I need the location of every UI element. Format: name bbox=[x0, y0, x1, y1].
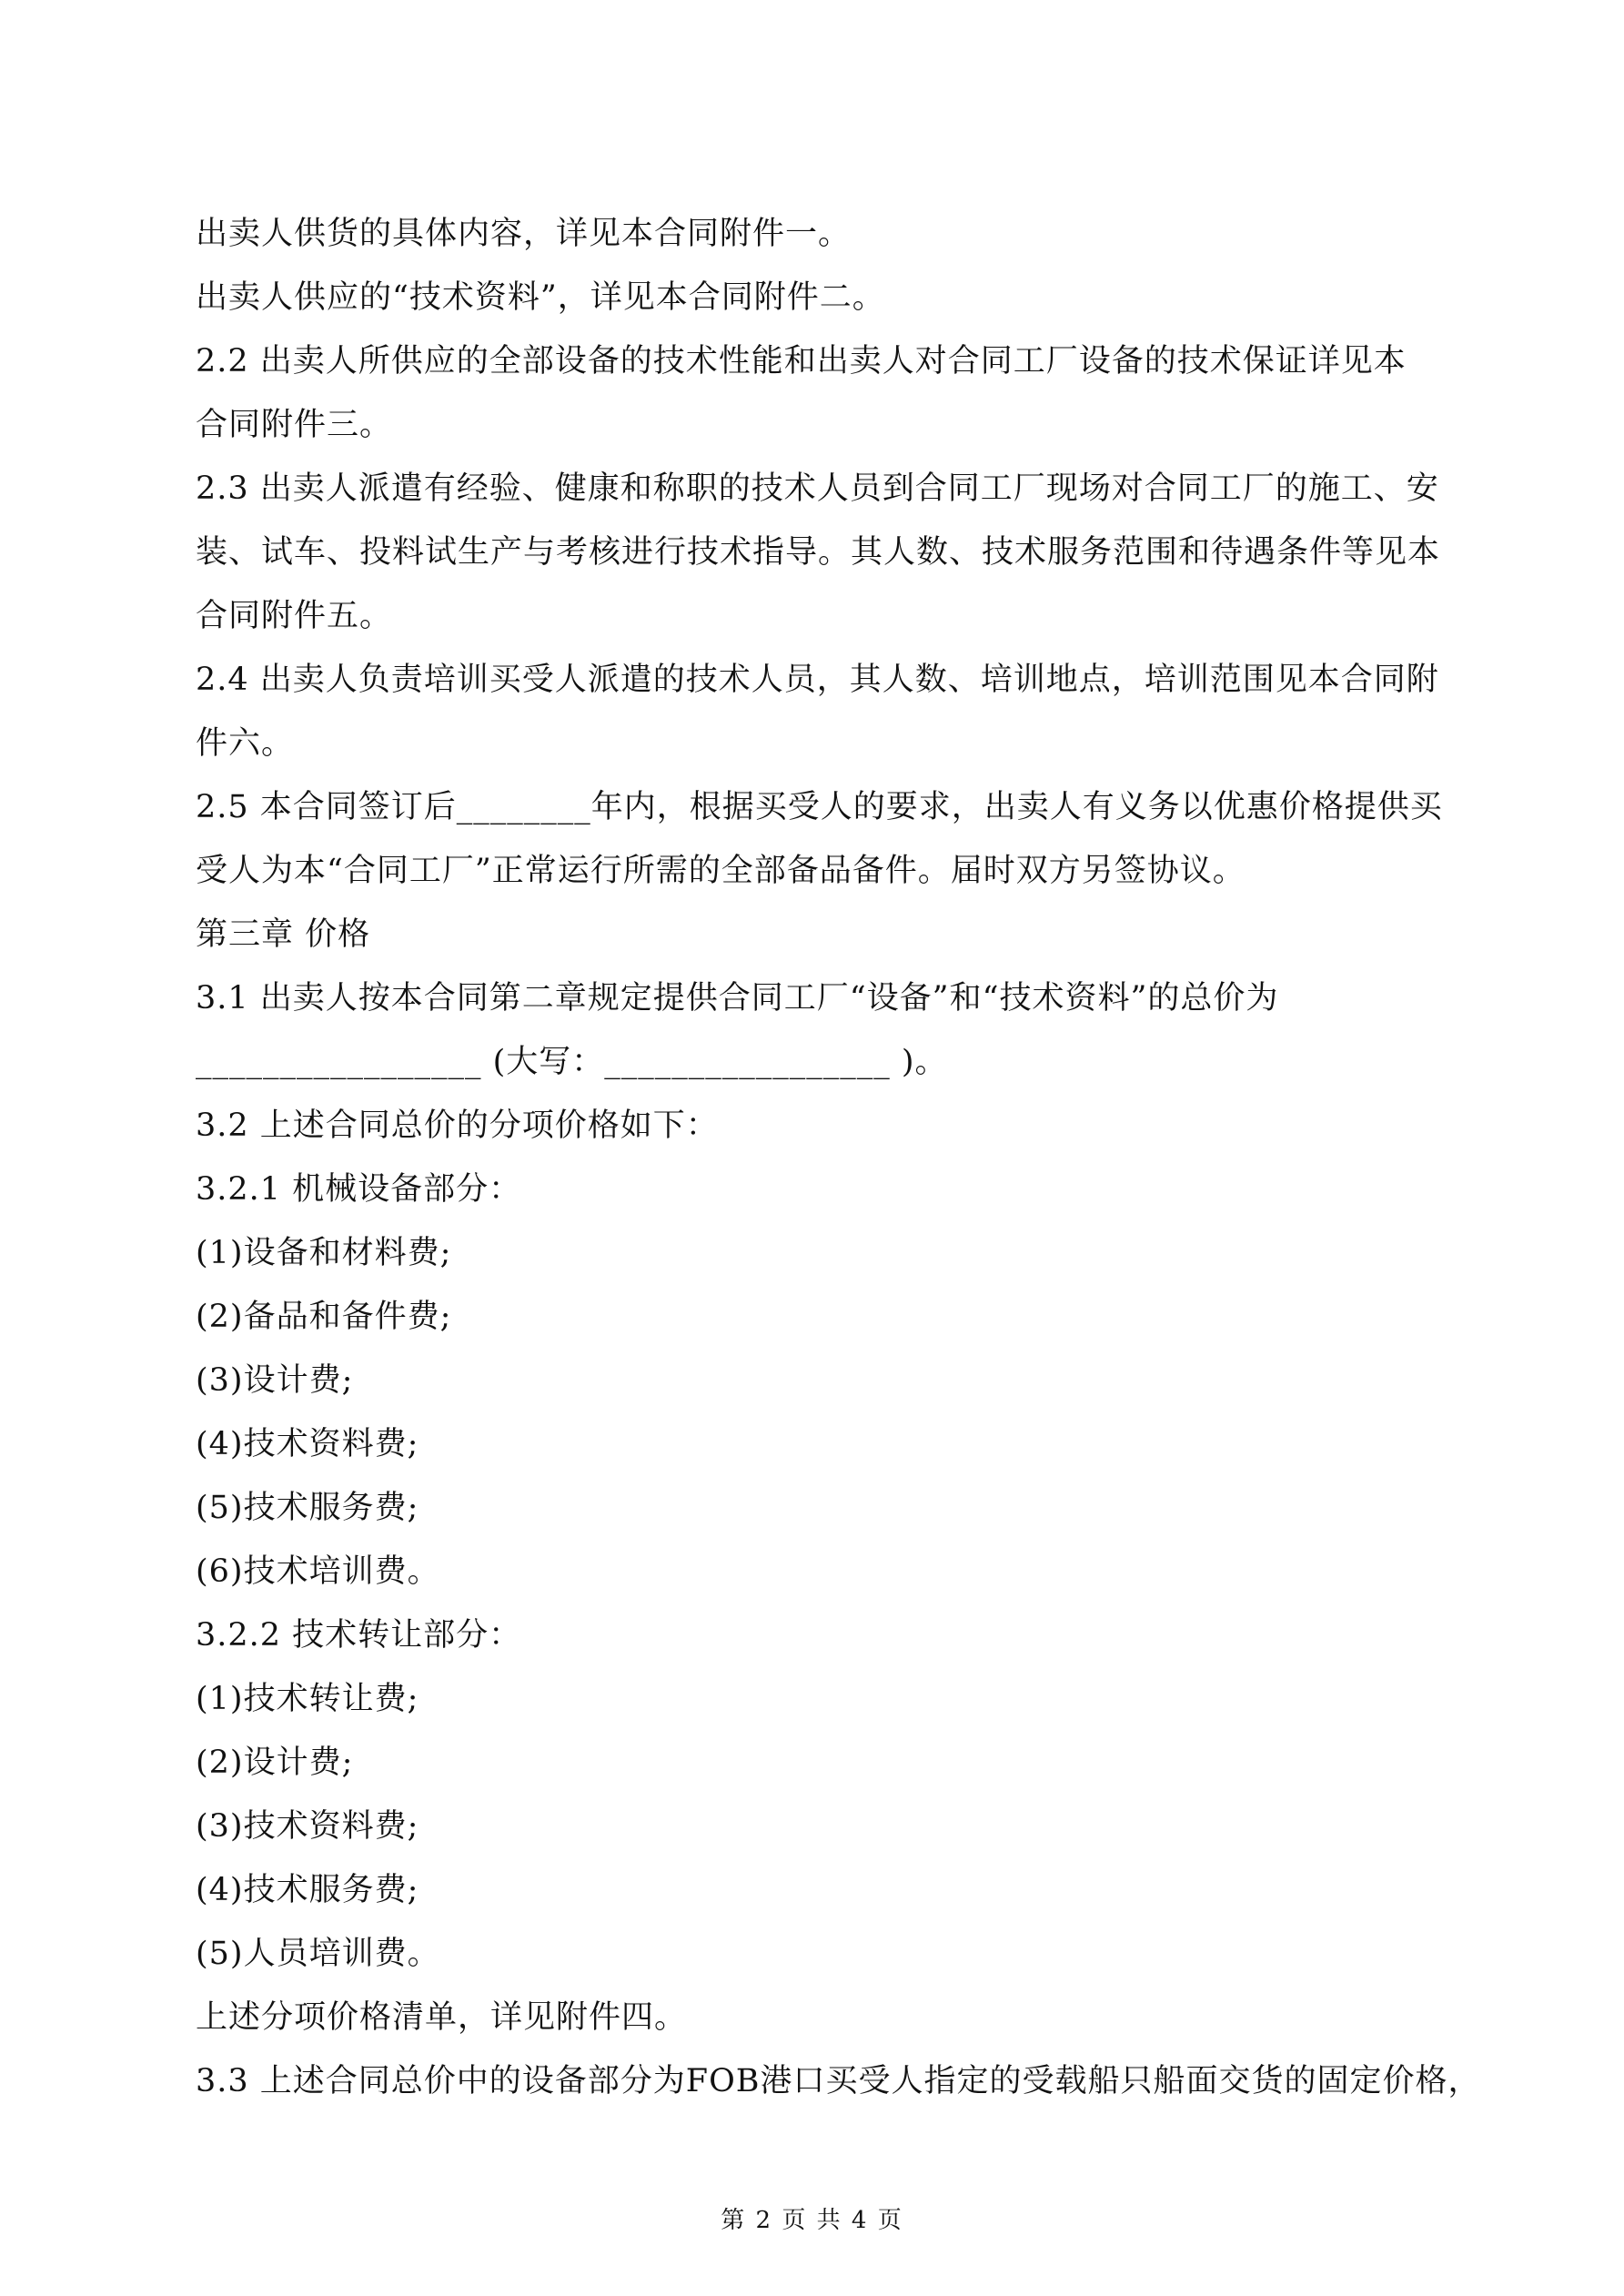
chapter-heading: 第三章 价格 bbox=[196, 916, 371, 953]
list-item: (4)技术服务费; bbox=[196, 1872, 419, 1908]
text-line: 3.2.2 技术转让部分： bbox=[196, 1617, 522, 1654]
text-line: 出卖人供应的“技术资料”，详见本合同附件二。 bbox=[196, 279, 885, 316]
text-line: _________________ (大写：_________________ )。 bbox=[196, 1044, 948, 1080]
list-item: (3)设计费; bbox=[196, 1362, 354, 1399]
text-line: 3.2 上述合同总价的分项价格如下： bbox=[196, 1108, 719, 1144]
list-item: (1)技术转让费; bbox=[196, 1681, 419, 1717]
list-item: (2)设计费; bbox=[196, 1745, 354, 1781]
text-line: 装、试车、投料试生产与考核进行技术指导。其人数、技术服务范围和待遇条件等见本 bbox=[196, 534, 1441, 571]
text-line: 出卖人供货的具体内容，详见本合同附件一。 bbox=[196, 216, 852, 252]
page-number-footer: 第 2 页 共 4 页 bbox=[721, 2207, 903, 2234]
text-line: 2.3 出卖人派遣有经验、健康和称职的技术人员到合同工厂现场对合同工厂的施工、安 bbox=[196, 470, 1439, 507]
document-body bbox=[196, 202, 1481, 2113]
text-line: 2.4 出卖人负责培训买受人派遣的技术人员，其人数、培训地点，培训范围见本合同附 bbox=[196, 662, 1439, 698]
list-item: (5)技术服务费; bbox=[196, 1490, 419, 1526]
text-line: 3.1 出卖人按本合同第二章规定提供合同工厂“设备”和“技术资料”的总价为 bbox=[196, 980, 1279, 1017]
list-item: (5)人员培训费。 bbox=[196, 1936, 440, 1972]
text-line: 合同附件三。 bbox=[196, 407, 393, 443]
text-line: 上述分项价格清单，详见附件四。 bbox=[196, 1999, 688, 2036]
list-item: (2)备品和备件费; bbox=[196, 1299, 452, 1335]
text-line: 件六。 bbox=[196, 725, 295, 762]
list-item: (4)技术资料费; bbox=[196, 1426, 419, 1462]
list-item: (6)技术培训费。 bbox=[196, 1553, 440, 1590]
list-item: (3)技术资料费; bbox=[196, 1808, 419, 1845]
text-line: 合同附件五。 bbox=[196, 598, 393, 634]
text-line: 2.2 出卖人所供应的全部设备的技术性能和出卖人对合同工厂设备的技术保证详见本 bbox=[196, 343, 1407, 379]
list-item: (1)设备和材料费; bbox=[196, 1235, 452, 1271]
text-line: 受人为本“合同工厂”正常运行所需的全部备品备件。届时双方另签协议。 bbox=[196, 853, 1246, 889]
text-line: 3.3 上述合同总价中的设备部分为FOB港口买受人指定的受载船只船面交货的固定价格， bbox=[196, 2063, 1481, 2099]
text-line: 2.5 本合同签订后________年内，根据买受人的要求，出卖人有义务以优惠价格提供买 bbox=[196, 789, 1443, 825]
text-line: 3.2.1 机械设备部分： bbox=[196, 1171, 522, 1208]
